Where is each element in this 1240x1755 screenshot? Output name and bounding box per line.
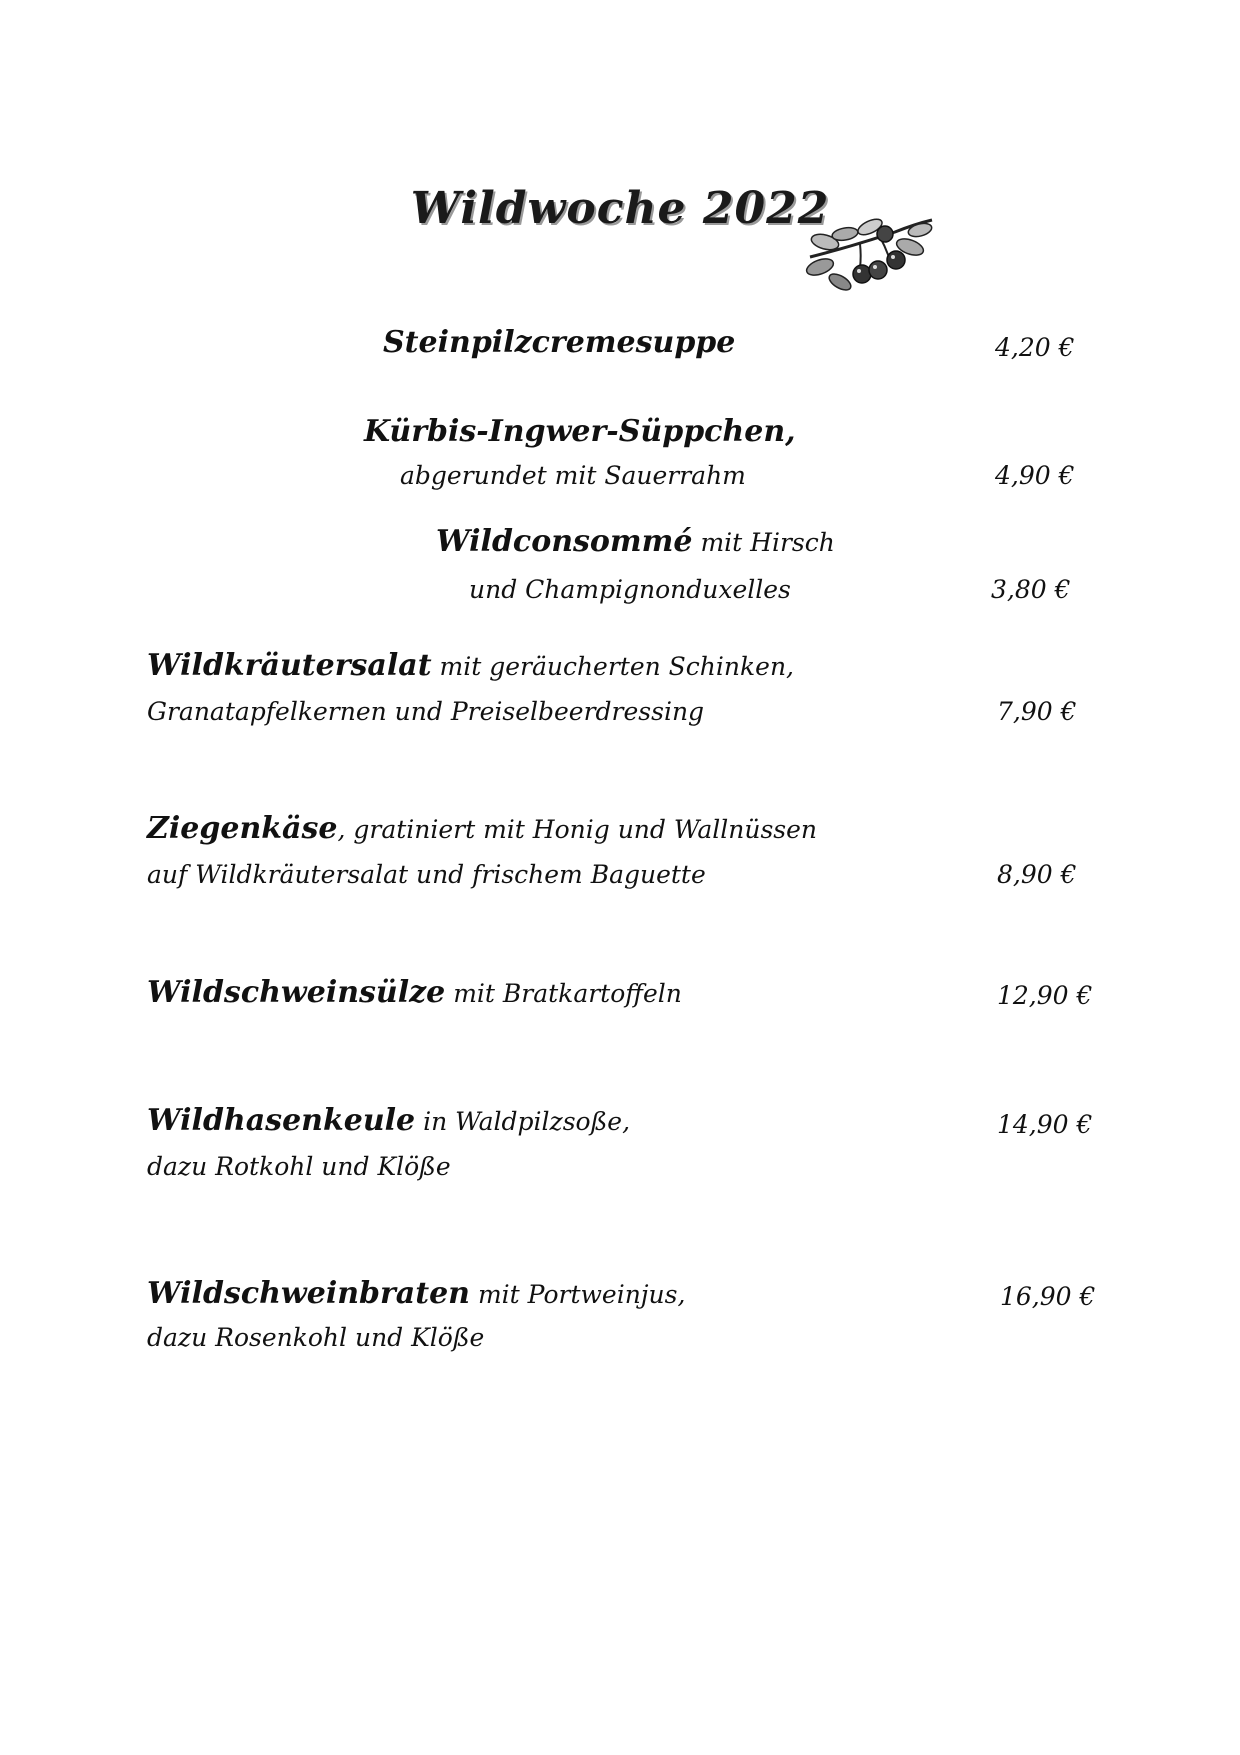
dish-price: 7,90 € [997,697,1077,726]
dish-price: 4,20 € [995,333,1075,362]
dish-name: Steinpilzcremesuppe [383,325,736,360]
dish-title-line [147,1276,685,1311]
dish-description: , gratiniert mit Honig und Wallnüssen [337,815,818,844]
dish-description: dazu Rosenkohl und Klöße [147,1323,485,1352]
dish-name: Wildkräutersalat [147,648,432,683]
dish-description: Granatapfelkernen und Preiselbeerdressing [147,697,705,726]
dish-description: dazu Rotkohl und Klöße [147,1152,451,1181]
dish-description: und Champignonduxelles [469,575,791,604]
dish-description: abgerundet mit Sauerrahm [400,461,746,490]
dish-title-line [436,524,835,559]
dish-name: Wildconsommé [436,524,693,559]
menu-title: Wildwoche 2022 [410,183,830,234]
dish-description: auf Wildkräutersalat und frischem Baguette [147,860,706,889]
dish-description: mit Hirsch [692,528,835,557]
dish-description: mit Portweinjus, [470,1280,686,1309]
dish-price: 3,80 € [991,575,1071,604]
dish-name: Ziegenkäse [147,811,338,846]
dish-price: 8,90 € [997,860,1077,889]
dish-description: mit geräucherten Schinken, [431,652,794,681]
dish-name: Wildschweinsülze [147,975,446,1010]
dish-price: 16,90 € [1000,1282,1096,1311]
dish-price: 4,90 € [995,461,1075,490]
dish-description: mit Bratkartoffeln [445,979,682,1008]
dish-name: Kürbis-Ingwer-Süppchen, [364,414,796,449]
berry-branch-icon [800,212,940,302]
dish-name: Wildschweinbraten [147,1276,470,1311]
dish-price: 12,90 € [997,981,1093,1010]
dish-price: 14,90 € [997,1110,1093,1139]
dish-title-line [147,648,794,683]
dish-name: Wildhasenkeule [147,1103,416,1138]
dish-title-line [147,811,817,846]
dish-description: in Waldpilzsoße, [415,1107,631,1136]
dish-title-line [147,1103,630,1138]
dish-title-line [147,975,682,1010]
